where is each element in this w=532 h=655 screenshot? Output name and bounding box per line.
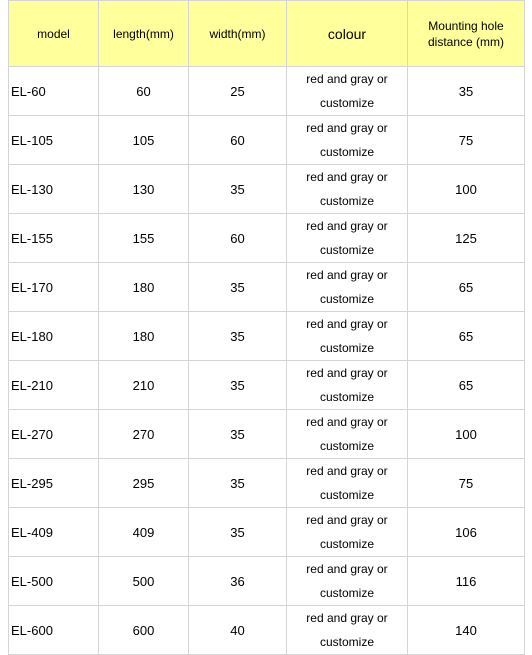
colour-line-2: customize	[319, 292, 375, 306]
cell-model: EL-60	[9, 67, 99, 116]
cell-mounting-hole-distance: 65	[408, 263, 525, 312]
cell-width: 25	[189, 67, 287, 116]
cell-width: 35	[189, 410, 287, 459]
cell-width: 60	[189, 116, 287, 165]
colour-line-1: red and gray or	[306, 72, 388, 86]
spec-table	[8, 0, 525, 655]
header-row	[9, 1, 525, 67]
cell-width: 35	[189, 361, 287, 410]
cell-length: 295	[99, 459, 189, 508]
header-width: width(mm)	[189, 1, 287, 67]
cell-colour	[287, 263, 408, 312]
colour-line-2: customize	[319, 145, 375, 159]
cell-model: EL-295	[9, 459, 99, 508]
table-body	[9, 67, 525, 655]
cell-colour	[287, 557, 408, 606]
cell-width: 40	[189, 606, 287, 655]
cell-length: 210	[99, 361, 189, 410]
cell-width: 35	[189, 165, 287, 214]
cell-width: 35	[189, 312, 287, 361]
cell-mounting-hole-distance: 100	[408, 410, 525, 459]
cell-model: EL-105	[9, 116, 99, 165]
cell-colour	[287, 459, 408, 508]
table-row	[9, 165, 525, 214]
cell-model: EL-155	[9, 214, 99, 263]
table-row	[9, 508, 525, 557]
table-row	[9, 312, 525, 361]
colour-line-1: red and gray or	[306, 513, 388, 527]
colour-line-2: customize	[319, 635, 375, 649]
cell-mounting-hole-distance: 100	[408, 165, 525, 214]
cell-colour	[287, 410, 408, 459]
cell-model: EL-500	[9, 557, 99, 606]
cell-colour	[287, 312, 408, 361]
header-length: length(mm)	[99, 1, 189, 67]
colour-line-2: customize	[319, 439, 375, 453]
colour-line-1: red and gray or	[306, 562, 388, 576]
cell-width: 35	[189, 263, 287, 312]
cell-model: EL-409	[9, 508, 99, 557]
cell-colour	[287, 214, 408, 263]
colour-line-2: customize	[319, 243, 375, 257]
table-row	[9, 557, 525, 606]
cell-colour	[287, 361, 408, 410]
table-row	[9, 263, 525, 312]
cell-model: EL-210	[9, 361, 99, 410]
header-colour: colour	[287, 1, 408, 67]
cell-length: 270	[99, 410, 189, 459]
cell-width: 35	[189, 508, 287, 557]
cell-length: 105	[99, 116, 189, 165]
cell-length: 130	[99, 165, 189, 214]
table-row	[9, 606, 525, 655]
table-row	[9, 67, 525, 116]
cell-model: EL-270	[9, 410, 99, 459]
colour-line-1: red and gray or	[306, 317, 388, 331]
table-header	[9, 1, 525, 67]
colour-line-2: customize	[319, 488, 375, 502]
cell-length: 409	[99, 508, 189, 557]
colour-line-2: customize	[319, 586, 375, 600]
colour-line-2: customize	[319, 194, 375, 208]
cell-mounting-hole-distance: 65	[408, 312, 525, 361]
header-mounting-hole-distance: Mounting hole distance (mm)	[408, 1, 525, 67]
colour-line-2: customize	[319, 96, 375, 110]
table-row	[9, 361, 525, 410]
cell-colour	[287, 606, 408, 655]
cell-model: EL-130	[9, 165, 99, 214]
colour-line-1: red and gray or	[306, 219, 388, 233]
cell-mounting-hole-distance: 75	[408, 116, 525, 165]
colour-line-1: red and gray or	[306, 121, 388, 135]
colour-line-1: red and gray or	[306, 611, 388, 625]
table-row	[9, 410, 525, 459]
colour-line-1: red and gray or	[306, 366, 388, 380]
cell-width: 36	[189, 557, 287, 606]
cell-model: EL-600	[9, 606, 99, 655]
cell-length: 180	[99, 312, 189, 361]
colour-line-1: red and gray or	[306, 415, 388, 429]
cell-width: 35	[189, 459, 287, 508]
cell-mounting-hole-distance: 140	[408, 606, 525, 655]
cell-model: EL-180	[9, 312, 99, 361]
table-row	[9, 214, 525, 263]
cell-colour	[287, 67, 408, 116]
cell-length: 500	[99, 557, 189, 606]
cell-colour	[287, 116, 408, 165]
cell-mounting-hole-distance: 35	[408, 67, 525, 116]
cell-mounting-hole-distance: 116	[408, 557, 525, 606]
colour-line-2: customize	[319, 537, 375, 551]
cell-colour	[287, 508, 408, 557]
colour-line-1: red and gray or	[306, 464, 388, 478]
cell-length: 155	[99, 214, 189, 263]
header-model: model	[9, 1, 99, 67]
cell-mounting-hole-distance: 125	[408, 214, 525, 263]
table-row	[9, 459, 525, 508]
cell-width: 60	[189, 214, 287, 263]
cell-mounting-hole-distance: 106	[408, 508, 525, 557]
colour-line-1: red and gray or	[306, 170, 388, 184]
cell-length: 60	[99, 67, 189, 116]
colour-line-2: customize	[319, 390, 375, 404]
cell-model: EL-170	[9, 263, 99, 312]
colour-line-1: red and gray or	[306, 268, 388, 282]
cell-mounting-hole-distance: 75	[408, 459, 525, 508]
colour-line-2: customize	[319, 341, 375, 355]
cell-colour	[287, 165, 408, 214]
cell-length: 180	[99, 263, 189, 312]
table-row	[9, 116, 525, 165]
cell-length: 600	[99, 606, 189, 655]
cell-mounting-hole-distance: 65	[408, 361, 525, 410]
